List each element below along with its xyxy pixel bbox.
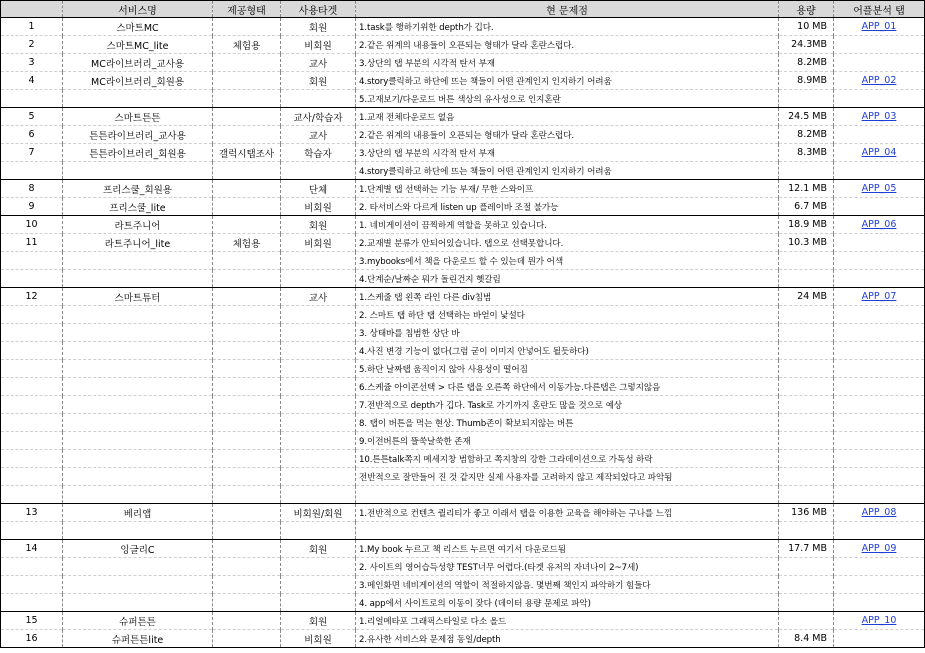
cell-service-name: 스마트MC_lite (63, 36, 213, 54)
cell-issue: 7.전반적으로 depth가 깁다. Task로 가기까지 혼란도 많을 것으로 예상 (356, 396, 779, 414)
cell-no: 7 (1, 144, 63, 162)
cell-tab-link (834, 90, 925, 108)
table-row (1, 558, 925, 576)
cell-issue: 1.스케줄 탭 왼쪽 라인 다른 div침범 (356, 288, 779, 306)
cell-form (213, 288, 281, 306)
cell-size (779, 522, 834, 540)
cell-form (213, 558, 281, 576)
cell-issue: 3.mybooks에서 책을 다운로드 할 수 있는데 뭔가 어색 (356, 252, 779, 270)
table-row (1, 468, 925, 486)
cell-service-name: 튼튼라이브러리_교사용 (63, 126, 213, 144)
header-cell-tab: 어플분석 탭 (834, 1, 925, 18)
header-row (1, 1, 925, 18)
cell-size (779, 432, 834, 450)
cell-no: 11 (1, 234, 63, 252)
cell-issue: 3.상단의 탭 부분의 시각적 탄서 부재 (356, 54, 779, 72)
cell-service-name: 라트주니어 (63, 216, 213, 234)
cell-no (1, 432, 63, 450)
cell-no (1, 522, 63, 540)
cell-no (1, 162, 63, 180)
cell-no: 4 (1, 72, 63, 90)
cell-tab-link (834, 594, 925, 612)
cell-size (779, 306, 834, 324)
cell-size (779, 558, 834, 576)
table-row (1, 252, 925, 270)
cell-form (213, 126, 281, 144)
cell-issue: 8. 탭이 버튼을 먹는 현상. Thumb존이 확보되지않는 버튼 (356, 414, 779, 432)
cell-tab-link[interactable]: APP_08 (834, 504, 925, 522)
cell-issue: 2. 사이트의 영어습득성향 TEST너무 어렵다.(타겟 유저의 자녀나이 2~7세) (356, 558, 779, 576)
cell-size: 8.3MB (779, 144, 834, 162)
cell-service-name (63, 486, 213, 504)
cell-size (779, 612, 834, 630)
cell-target (281, 342, 356, 360)
cell-target: 학습자 (281, 144, 356, 162)
cell-target: 회원 (281, 540, 356, 558)
table-row (1, 576, 925, 594)
table-row (1, 126, 925, 144)
table-row (1, 630, 925, 648)
cell-service-name: 슈퍼튼튼 (63, 612, 213, 630)
cell-service-name: 잉글리C (63, 540, 213, 558)
cell-form (213, 504, 281, 522)
cell-service-name (63, 576, 213, 594)
table-row (1, 450, 925, 468)
cell-tab-link[interactable]: APP_09 (834, 540, 925, 558)
table-row (1, 486, 925, 504)
cell-size: 17.7 MB (779, 540, 834, 558)
cell-target: 교사 (281, 126, 356, 144)
cell-tab-link (834, 468, 925, 486)
cell-issue: 3. 상태바를 침범한 상단 바 (356, 324, 779, 342)
cell-form: 체험용 (213, 234, 281, 252)
cell-tab-link (834, 522, 925, 540)
cell-no: 16 (1, 630, 63, 648)
cell-no: 13 (1, 504, 63, 522)
cell-no (1, 486, 63, 504)
cell-tab-link (834, 432, 925, 450)
cell-no: 8 (1, 180, 63, 198)
cell-service-name: 슈퍼튼튼lite (63, 630, 213, 648)
cell-service-name (63, 360, 213, 378)
cell-no (1, 306, 63, 324)
cell-tab-link (834, 36, 925, 54)
cell-tab-link (834, 324, 925, 342)
cell-tab-link[interactable]: APP_02 (834, 72, 925, 90)
cell-tab-link (834, 630, 925, 648)
cell-no (1, 558, 63, 576)
cell-no (1, 378, 63, 396)
cell-form (213, 594, 281, 612)
cell-issue: 3.메인화면 네비게이션의 역할이 적절하지않음. 몇번째 책인지 파악하기 힘들다 (356, 576, 779, 594)
cell-issue: 1.task를 행하기위한 depth가 깁다. (356, 18, 779, 36)
cell-tab-link[interactable]: APP_06 (834, 216, 925, 234)
cell-target (281, 576, 356, 594)
cell-tab-link (834, 486, 925, 504)
cell-size (779, 468, 834, 486)
cell-issue: 1.리얼메타포 그래픽스타일로 다소 올드 (356, 612, 779, 630)
cell-target: 교사 (281, 288, 356, 306)
cell-target (281, 306, 356, 324)
cell-size: 8.9MB (779, 72, 834, 90)
cell-target (281, 396, 356, 414)
cell-no (1, 252, 63, 270)
cell-size: 18.9 MB (779, 216, 834, 234)
cell-tab-link[interactable]: APP_10 (834, 612, 925, 630)
cell-issue: 1.전반적으로 컨텐츠 퀄리티가 좋고 이래서 탭을 이용한 교육을 해야하는 구나를 느낌 (356, 504, 779, 522)
cell-tab-link (834, 162, 925, 180)
table-row (1, 54, 925, 72)
cell-tab-link[interactable]: APP_04 (834, 144, 925, 162)
table-row (1, 180, 925, 198)
cell-service-name (63, 522, 213, 540)
table-row (1, 72, 925, 90)
cell-target (281, 324, 356, 342)
cell-form (213, 360, 281, 378)
cell-form (213, 270, 281, 288)
table-row (1, 288, 925, 306)
cell-size: 136 MB (779, 504, 834, 522)
header-cell-target: 사용타겟 (281, 1, 356, 18)
cell-target: 단체 (281, 180, 356, 198)
cell-target: 비회원 (281, 234, 356, 252)
table-row (1, 216, 925, 234)
cell-target (281, 450, 356, 468)
cell-target: 비회원 (281, 36, 356, 54)
cell-issue: 2.같은 위계의 내용들이 오픈되는 형태가 달라 혼란스럽다. (356, 126, 779, 144)
cell-issue: 전반적으로 잘만들어 진 것 같지만 실제 사용자를 고려하지 않고 제작되었다고 파악됨 (356, 468, 779, 486)
cell-form (213, 180, 281, 198)
cell-form (213, 216, 281, 234)
header-cell-issue: 현 문제점 (356, 1, 779, 18)
cell-form (213, 468, 281, 486)
table-row (1, 360, 925, 378)
cell-issue: 4.단계순/날짜순 뭐가 돌린건지 헷갈림 (356, 270, 779, 288)
cell-tab-link (834, 450, 925, 468)
table-row (1, 522, 925, 540)
cell-size (779, 252, 834, 270)
cell-target (281, 558, 356, 576)
table-row (1, 378, 925, 396)
cell-target (281, 486, 356, 504)
table-row (1, 198, 925, 216)
cell-size (779, 450, 834, 468)
cell-tab-link (834, 396, 925, 414)
cell-form (213, 306, 281, 324)
cell-no (1, 342, 63, 360)
cell-issue: 4.story클릭하고 하단에 뜨는 책들이 어떤 관계인지 인지하기 어려움 (356, 72, 779, 90)
cell-form (213, 450, 281, 468)
cell-size (779, 378, 834, 396)
cell-size (779, 162, 834, 180)
cell-issue: 2.같은 위계의 내용들이 오픈되는 형태가 달라 혼란스럽다. (356, 36, 779, 54)
cell-tab-link (834, 234, 925, 252)
cell-issue: 1. 네비게이션이 끔찍하게 역할을 못하고 있습니다. (356, 216, 779, 234)
cell-tab-link (834, 306, 925, 324)
cell-issue: 5.하단 날짜탭 움직이지 않아 사용성이 떨어짐 (356, 360, 779, 378)
cell-size (779, 486, 834, 504)
cell-form (213, 432, 281, 450)
cell-no (1, 90, 63, 108)
cell-issue: 2. 타서비스와 다르게 listen up 플레이바 조절 불가능 (356, 198, 779, 216)
cell-form (213, 576, 281, 594)
cell-size: 12.1 MB (779, 180, 834, 198)
header-cell-form: 제공형태 (213, 1, 281, 18)
cell-size (779, 414, 834, 432)
table-row (1, 144, 925, 162)
cell-no (1, 468, 63, 486)
cell-issue: 9.이전버튼의 뜰쑥날쑥한 존재 (356, 432, 779, 450)
cell-form (213, 162, 281, 180)
cell-service-name (63, 378, 213, 396)
cell-no (1, 576, 63, 594)
table-row (1, 306, 925, 324)
cell-no (1, 594, 63, 612)
cell-no (1, 324, 63, 342)
table-row (1, 612, 925, 630)
cell-service-name (63, 162, 213, 180)
cell-form (213, 630, 281, 648)
cell-size: 24.3MB (779, 36, 834, 54)
cell-size (779, 324, 834, 342)
table-row (1, 540, 925, 558)
cell-size: 10 MB (779, 18, 834, 36)
cell-no: 6 (1, 126, 63, 144)
cell-issue: 5.고재보기/다운로드 버튼 색상의 유사성으로 인지혼란 (356, 90, 779, 108)
table-row (1, 162, 925, 180)
cell-tab-link (834, 558, 925, 576)
cell-target: 회원 (281, 612, 356, 630)
header-cell-service: 서비스명 (63, 1, 213, 18)
cell-service-name: 프리스쿨_회원용 (63, 180, 213, 198)
cell-tab-link (834, 360, 925, 378)
cell-service-name: 스마트MC (63, 18, 213, 36)
cell-tab-link (834, 270, 925, 288)
cell-target (281, 522, 356, 540)
header-cell-no (1, 1, 63, 18)
cell-tab-link[interactable]: APP_05 (834, 180, 925, 198)
cell-size (779, 360, 834, 378)
cell-form: 체험용 (213, 36, 281, 54)
cell-size: 6.7 MB (779, 198, 834, 216)
cell-tab-link (834, 252, 925, 270)
header-cell-size: 용량 (779, 1, 834, 18)
cell-no (1, 396, 63, 414)
cell-service-name: 라트주니어_lite (63, 234, 213, 252)
cell-form (213, 324, 281, 342)
cell-service-name (63, 306, 213, 324)
table-row (1, 18, 925, 36)
cell-tab-link (834, 414, 925, 432)
cell-size (779, 342, 834, 360)
cell-issue: 1.단계별 탭 선택하는 기능 부재/ 무한 스와이프 (356, 180, 779, 198)
cell-service-name: 프리스쿨_lite (63, 198, 213, 216)
cell-form (213, 486, 281, 504)
cell-service-name (63, 468, 213, 486)
cell-no: 5 (1, 108, 63, 126)
cell-target (281, 594, 356, 612)
cell-service-name (63, 396, 213, 414)
cell-target: 회원 (281, 72, 356, 90)
cell-form (213, 540, 281, 558)
cell-target: 비회원 (281, 630, 356, 648)
cell-tab-link (834, 198, 925, 216)
cell-target: 비회원 (281, 198, 356, 216)
cell-service-name (63, 324, 213, 342)
cell-tab-link (834, 54, 925, 72)
cell-issue: 4.story클릭하고 하단에 뜨는 책들이 어떤 관계인지 인지하기 어려움 (356, 162, 779, 180)
cell-issue (356, 486, 779, 504)
cell-service-name: MC라이브러리_교사용 (63, 54, 213, 72)
cell-service-name (63, 594, 213, 612)
cell-issue: 4. app에서 사이트로의 이동이 잦다 (데이터 용량 문제로 파악) (356, 594, 779, 612)
cell-form (213, 378, 281, 396)
cell-form (213, 198, 281, 216)
cell-size (779, 90, 834, 108)
table-row (1, 396, 925, 414)
cell-tab-link[interactable]: APP_07 (834, 288, 925, 306)
cell-no (1, 414, 63, 432)
table-row (1, 234, 925, 252)
cell-service-name: 튼튼라이브러리_회원용 (63, 144, 213, 162)
table-row (1, 108, 925, 126)
cell-target: 교사 (281, 54, 356, 72)
cell-service-name (63, 414, 213, 432)
cell-issue: 3.상단의 탭 부분의 시각적 탄서 부재 (356, 144, 779, 162)
cell-form (213, 90, 281, 108)
cell-target (281, 162, 356, 180)
cell-target (281, 414, 356, 432)
cell-issue: 2. 스마트 탭 하단 탭 선택하는 바얻이 낯설다 (356, 306, 779, 324)
cell-size (779, 576, 834, 594)
table-row (1, 504, 925, 522)
cell-size: 24.5 MB (779, 108, 834, 126)
table-row (1, 270, 925, 288)
cell-service-name (63, 558, 213, 576)
cell-size: 8.2MB (779, 126, 834, 144)
cell-size (779, 270, 834, 288)
cell-tab-link (834, 378, 925, 396)
cell-size: 24 MB (779, 288, 834, 306)
cell-no (1, 450, 63, 468)
cell-target: 비회원/회원 (281, 504, 356, 522)
cell-service-name: 스마트튼튼 (63, 108, 213, 126)
cell-form (213, 612, 281, 630)
cell-service-name: 베리앱 (63, 504, 213, 522)
table-row (1, 36, 925, 54)
cell-form (213, 252, 281, 270)
cell-service-name (63, 342, 213, 360)
cell-size (779, 594, 834, 612)
cell-issue: 1.My book 누르고 책 리스트 누르면 여기서 다운로드됨 (356, 540, 779, 558)
cell-no: 2 (1, 36, 63, 54)
cell-issue: 2.유사한 서비스와 문제점 동일/depth (356, 630, 779, 648)
cell-issue: 2.교재별 분류가 안되어있습니다. 탭으로 선택못합니다. (356, 234, 779, 252)
cell-issue: 4.사진 변경 기능이 없다(그럼 굳이 이미지 안넣어도 될듯하다) (356, 342, 779, 360)
cell-service-name (63, 252, 213, 270)
cell-form: 갤럭시탭조사 (213, 144, 281, 162)
cell-form (213, 18, 281, 36)
cell-target (281, 360, 356, 378)
cell-no (1, 270, 63, 288)
cell-size: 10.3 MB (779, 234, 834, 252)
table-row (1, 324, 925, 342)
cell-target (281, 90, 356, 108)
table-row (1, 342, 925, 360)
cell-no: 10 (1, 216, 63, 234)
cell-size (779, 396, 834, 414)
table-row (1, 414, 925, 432)
cell-form (213, 396, 281, 414)
cell-target (281, 270, 356, 288)
cell-service-name: MC라이브러리_회원용 (63, 72, 213, 90)
cell-target (281, 252, 356, 270)
cell-no (1, 360, 63, 378)
cell-form (213, 72, 281, 90)
cell-no: 3 (1, 54, 63, 72)
cell-target: 교사/학습자 (281, 108, 356, 126)
cell-form (213, 522, 281, 540)
cell-size: 8.4 MB (779, 630, 834, 648)
table-row (1, 90, 925, 108)
cell-service-name: 스마트튜터 (63, 288, 213, 306)
cell-target: 회원 (281, 216, 356, 234)
cell-issue: 6.스케쥴 아이콘선택 > 다른 탭을 오른쪽 하단에서 이동가능.다른탭은 그렇지않음 (356, 378, 779, 396)
table-row (1, 594, 925, 612)
cell-no: 1 (1, 18, 63, 36)
cell-no: 12 (1, 288, 63, 306)
table-row (1, 432, 925, 450)
cell-target (281, 468, 356, 486)
cell-form (213, 54, 281, 72)
cell-service-name (63, 432, 213, 450)
cell-tab-link[interactable]: APP_03 (834, 108, 925, 126)
cell-service-name (63, 450, 213, 468)
cell-issue: 10.튼튼talk쪽지 메세지창 범함하고 쪽지창의 강한 그라데이션으로 가독성 하락 (356, 450, 779, 468)
cell-no: 9 (1, 198, 63, 216)
cell-form (213, 414, 281, 432)
cell-service-name (63, 90, 213, 108)
cell-issue (356, 522, 779, 540)
cell-tab-link (834, 126, 925, 144)
cell-target (281, 378, 356, 396)
cell-size: 8.2MB (779, 54, 834, 72)
cell-issue: 1.교재 전체다운로드 없음 (356, 108, 779, 126)
cell-tab-link[interactable]: APP_01 (834, 18, 925, 36)
cell-target: 회원 (281, 18, 356, 36)
cell-form (213, 342, 281, 360)
cell-target (281, 432, 356, 450)
cell-service-name (63, 270, 213, 288)
cell-no: 14 (1, 540, 63, 558)
cell-form (213, 108, 281, 126)
cell-tab-link (834, 342, 925, 360)
cell-no: 15 (1, 612, 63, 630)
cell-tab-link (834, 576, 925, 594)
